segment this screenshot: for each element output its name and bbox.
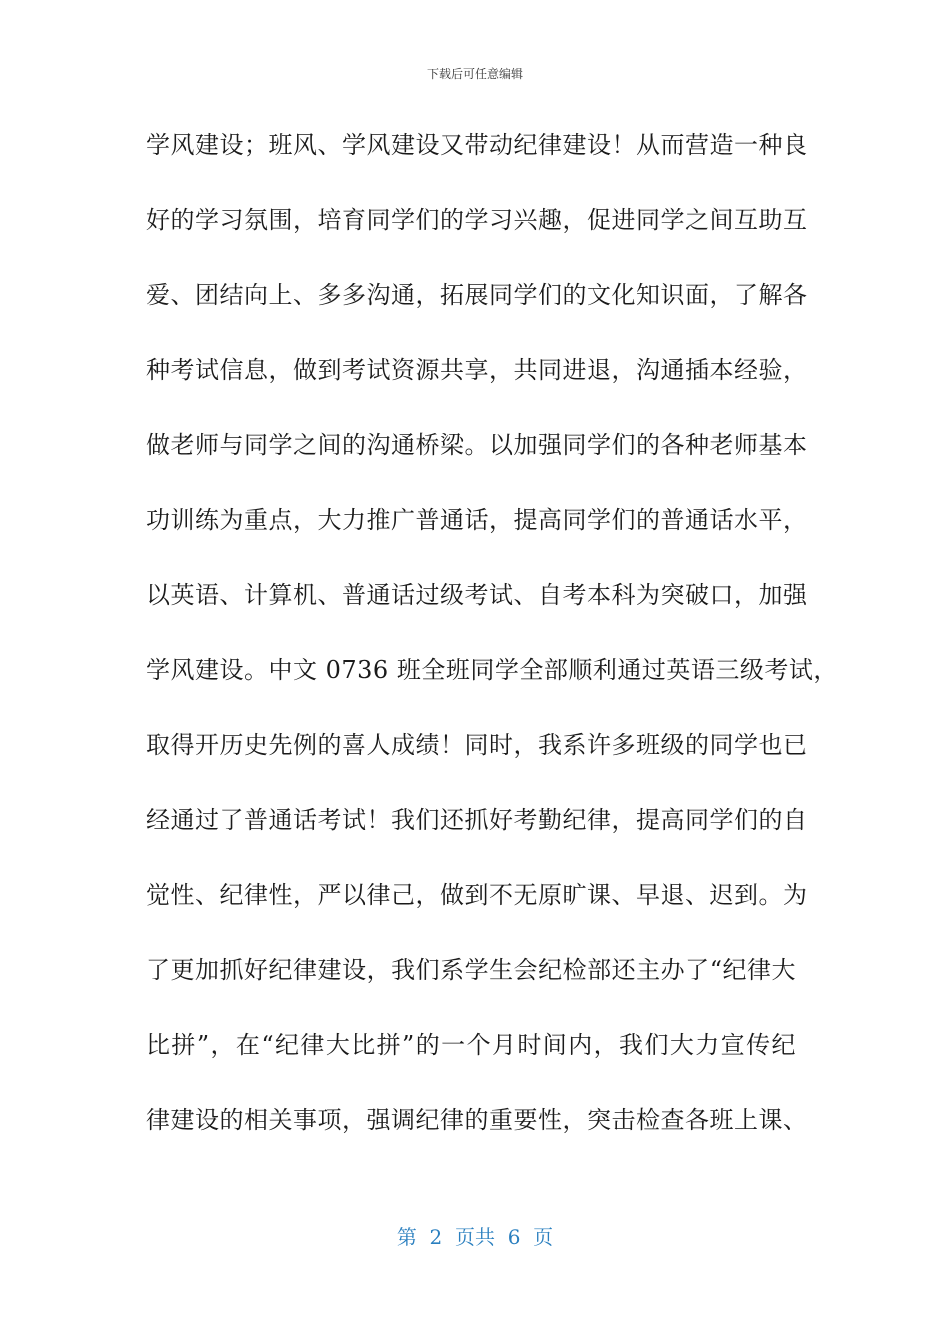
body-line: 以英语、计算机、普通话过级考试、自考本科为突破口，加强 (146, 581, 808, 609)
page-footer: 第 2 页共 6 页 (396, 1225, 554, 1249)
page-header: 下载后可任意编辑 (426, 67, 523, 81)
body-line: 功训练为重点，大力推广普通话，提高同学们的普通话水平， (146, 506, 808, 534)
body-line: 好的学习氛围，培育同学们的学习兴趣，促进同学之间互助互 (146, 206, 808, 234)
body-line: 学风建设；班风、学风建设又带动纪律建设！从而营造一种良 (146, 131, 808, 159)
body-line: 比拼”，在“纪律大比拼”的一个月时间内，我们大力宣传纪 (146, 1031, 796, 1059)
body-line: 做老师与同学之间的沟通桥梁。以加强同学们的各种老师基本 (146, 431, 808, 459)
body-line: 爱、团结向上、多多沟通，拓展同学们的文化知识面，了解各 (146, 281, 808, 309)
body-text (146, 122, 838, 1172)
body-line: 了更加抓好纪律建设，我们系学生会纪检部还主办了“纪律大 (146, 956, 796, 984)
body-line: 取得开历史先例的喜人成绩！同时，我系许多班级的同学也已 (146, 731, 808, 759)
body-line: 律建设的相关事项，强调纪律的重要性，突击检查各班上课、 (146, 1106, 808, 1134)
body-line: 种考试信息，做到考试资源共享，共同进退，沟通插本经验， (146, 356, 808, 384)
body-line: 经通过了普通话考试！我们还抓好考勤纪律，提高同学们的自 (146, 806, 808, 834)
body-line: 觉性、纪律性，严以律己，做到不无原旷课、早退、迟到。为 (146, 881, 808, 909)
body-line: 学风建设。中文 0736 班全班同学全部顺利通过英语三级考试， (146, 656, 838, 684)
